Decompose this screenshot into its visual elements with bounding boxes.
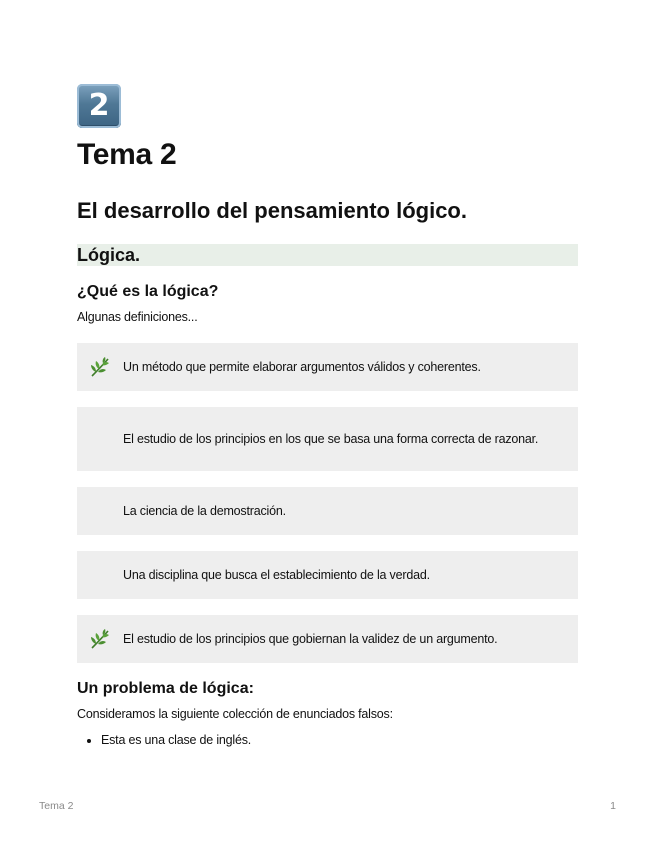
problem-heading: Un problema de lógica:: [77, 680, 254, 697]
list-item: • Esta es una clase de inglés.: [101, 732, 578, 748]
definition-text: La ciencia de la demostración.: [123, 503, 286, 518]
definition-callout: [77, 343, 578, 391]
definition-text: Una disciplina que busca el establecimiento de la verdad.: [123, 567, 430, 582]
footer-page-number: 1: [610, 800, 616, 812]
definition-callout: [77, 615, 578, 663]
definition-text: Un método que permite elaborar argumentos válidos y coherentes.: [123, 359, 481, 374]
page-title: Tema 2: [77, 138, 177, 171]
footer-document-title: Tema 2: [39, 800, 74, 812]
question-heading: ¿Qué es la lógica?: [77, 283, 219, 300]
section-heading-logica: Lógica.: [77, 244, 578, 266]
problem-intro: Consideramos la siguiente colección de enunciados falsos:: [77, 707, 393, 721]
statements-list: [77, 732, 578, 748]
herb-icon: [77, 355, 123, 379]
definition-callout: [77, 551, 578, 599]
herb-icon: [77, 627, 123, 651]
intro-text: Algunas definiciones...: [77, 310, 198, 324]
definition-callout: [77, 487, 578, 535]
document-page: [77, 84, 578, 748]
definitions-list: [77, 343, 578, 663]
definition-text: El estudio de los principios que gobiernan la validez de un argumento.: [123, 631, 498, 646]
definition-callout: [77, 407, 578, 471]
keycap-number-icon: 2: [77, 84, 121, 128]
definition-text: El estudio de los principios en los que se basa una forma correcta de razonar.: [123, 431, 539, 446]
page-subtitle: El desarrollo del pensamiento lógico.: [77, 198, 467, 223]
